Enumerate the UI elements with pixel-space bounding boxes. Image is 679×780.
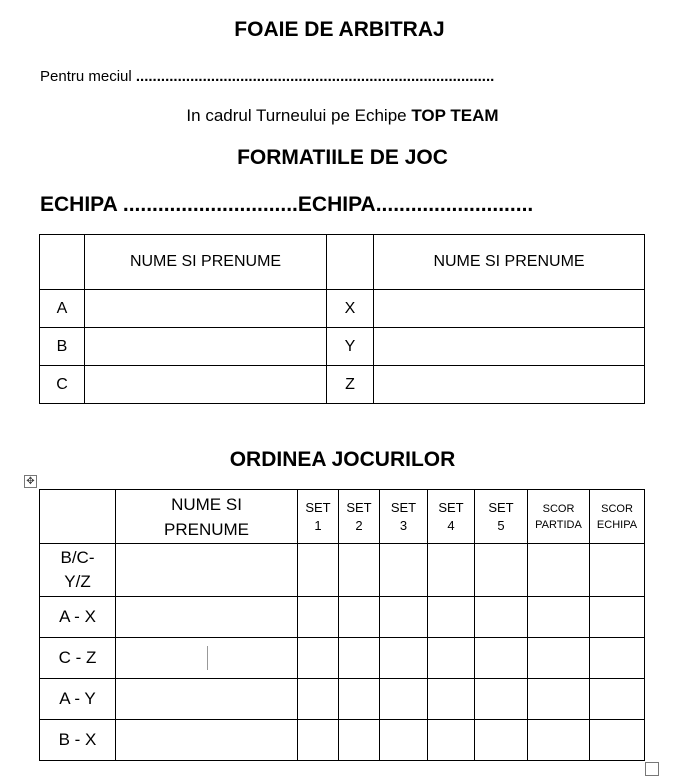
game-name-cell[interactable] <box>116 679 298 720</box>
set-5-cell[interactable] <box>475 544 528 597</box>
set-3-cell[interactable] <box>380 597 428 638</box>
header-set-3[interactable] <box>380 490 428 544</box>
set-1-cell[interactable] <box>298 720 339 761</box>
match-dots: ...................................................................................... <box>135 68 495 85</box>
formations-row <box>40 328 645 366</box>
scor-partida-cell[interactable] <box>528 544 590 597</box>
game-order-header-empty[interactable] <box>40 490 116 544</box>
team-2-dots: ........................... <box>375 193 534 216</box>
tournament-name: TOP TEAM <box>411 106 499 125</box>
scor-partida-cell[interactable] <box>528 720 590 761</box>
header-set-label: SET <box>305 499 331 515</box>
player-letter-left[interactable]: C <box>40 366 85 404</box>
scor-echipa-cell[interactable] <box>590 720 645 761</box>
header-set-label: SET <box>390 499 417 515</box>
game-pairing-cell[interactable]: B - X <box>40 720 116 761</box>
scor-partida-cell[interactable] <box>528 597 590 638</box>
game-name-cell[interactable] <box>116 720 298 761</box>
scor-echipa-cell[interactable] <box>590 638 645 679</box>
formations-header-empty-right[interactable] <box>327 235 374 290</box>
game-order-header-name[interactable] <box>116 490 298 544</box>
player-letter-right[interactable]: Z <box>327 366 374 404</box>
player-name-cell-left[interactable] <box>85 328 327 366</box>
set-5-cell[interactable] <box>475 679 528 720</box>
tournament-line <box>0 106 679 126</box>
header-name-line1: NUME SI <box>171 494 242 514</box>
set-2-cell[interactable] <box>339 638 380 679</box>
header-set-label: SET <box>488 499 514 515</box>
set-5-cell[interactable] <box>475 720 528 761</box>
game-order-row <box>40 679 645 720</box>
game-order-row <box>40 597 645 638</box>
set-1-cell[interactable] <box>298 638 339 679</box>
formations-header-row <box>40 235 645 290</box>
team-1-dots: .............................. <box>122 193 298 216</box>
set-3-cell[interactable] <box>380 544 428 597</box>
header-set-label: SET <box>438 499 464 515</box>
player-letter-right[interactable]: Y <box>327 328 374 366</box>
table-move-handle-icon[interactable]: ✥ <box>24 475 37 488</box>
header-set-number: 5 <box>497 517 505 533</box>
game-pairing-cell[interactable]: A - X <box>40 597 116 638</box>
set-1-cell[interactable] <box>298 679 339 720</box>
set-2-cell[interactable] <box>339 544 380 597</box>
formations-table <box>39 234 645 404</box>
header-scor-label: SCOR <box>601 502 633 515</box>
header-scor-label: SCOR <box>542 502 575 515</box>
player-letter-right[interactable]: X <box>327 290 374 328</box>
formations-title: FORMATIILE DE JOC <box>237 146 448 169</box>
tournament-prefix: In cadrul Turneului pe Echipe <box>186 106 407 125</box>
set-3-cell[interactable] <box>380 638 428 679</box>
player-name-cell-left[interactable] <box>85 366 327 404</box>
game-order-row <box>40 720 645 761</box>
formations-row <box>40 366 645 404</box>
set-2-cell[interactable] <box>339 679 380 720</box>
formations-row <box>40 290 645 328</box>
set-4-cell[interactable] <box>428 720 475 761</box>
set-2-cell[interactable] <box>339 720 380 761</box>
set-4-cell[interactable] <box>428 597 475 638</box>
game-order-row <box>40 638 645 679</box>
game-pairing-cell[interactable]: A - Y <box>40 679 116 720</box>
set-4-cell[interactable] <box>428 544 475 597</box>
set-1-cell[interactable] <box>298 544 339 597</box>
header-partida-label: PARTIDA <box>535 518 582 531</box>
set-3-cell[interactable] <box>380 679 428 720</box>
game-order-row <box>40 544 645 597</box>
game-order-title: ORDINEA JOCURILOR <box>229 448 456 471</box>
header-set-4[interactable] <box>428 490 475 544</box>
player-letter-left[interactable]: A <box>40 290 85 328</box>
text-cursor <box>207 646 208 670</box>
game-order-header-row <box>40 490 645 544</box>
game-pairing-cell[interactable]: C - Z <box>40 638 116 679</box>
header-set-5[interactable] <box>475 490 528 544</box>
scor-echipa-cell[interactable] <box>590 679 645 720</box>
header-echipa-label: ECHIPA <box>596 518 638 531</box>
player-name-cell-right[interactable] <box>374 328 645 366</box>
game-pairing-cell[interactable] <box>40 544 116 597</box>
player-name-cell-right[interactable] <box>374 366 645 404</box>
scor-echipa-cell[interactable] <box>590 544 645 597</box>
set-4-cell[interactable] <box>428 679 475 720</box>
scor-partida-cell[interactable] <box>528 638 590 679</box>
formations-header-name-left[interactable]: NUME SI PRENUME <box>85 235 327 290</box>
set-3-cell[interactable] <box>380 720 428 761</box>
header-set-number: 1 <box>314 517 322 533</box>
game-name-cell[interactable] <box>116 597 298 638</box>
header-scor-partida[interactable] <box>528 490 590 544</box>
table-resize-handle-icon[interactable] <box>645 762 659 776</box>
teams-line <box>40 193 533 217</box>
set-5-cell[interactable] <box>475 638 528 679</box>
header-name-line2: PRENUME <box>163 519 249 539</box>
header-set-1[interactable] <box>298 490 339 544</box>
header-scor-echipa[interactable] <box>590 490 645 544</box>
match-label: Pentru meciul <box>40 68 132 85</box>
player-name-cell-right[interactable] <box>374 290 645 328</box>
formations-header-empty-left[interactable] <box>40 235 85 290</box>
scor-echipa-cell[interactable] <box>590 597 645 638</box>
header-set-label: SET <box>346 499 372 515</box>
header-set-2[interactable] <box>339 490 380 544</box>
document-title: FOAIE DE ARBITRAJ <box>234 18 445 41</box>
pairing-line2: Y/Z <box>64 572 91 591</box>
player-letter-left[interactable]: B <box>40 328 85 366</box>
team-1-label: ECHIPA <box>40 193 118 216</box>
game-order-table <box>39 489 645 761</box>
set-5-cell[interactable] <box>475 597 528 638</box>
player-name-cell-left[interactable] <box>85 290 327 328</box>
set-1-cell[interactable] <box>298 597 339 638</box>
pairing-line1: B/C- <box>60 548 95 567</box>
match-line <box>40 68 494 85</box>
set-2-cell[interactable] <box>339 597 380 638</box>
game-name-cell[interactable] <box>116 544 298 597</box>
formations-header-name-right[interactable]: NUME SI PRENUME <box>374 235 645 290</box>
set-4-cell[interactable] <box>428 638 475 679</box>
header-set-number: 2 <box>355 517 363 533</box>
team-2-label: ECHIPA <box>297 193 376 216</box>
scor-partida-cell[interactable] <box>528 679 590 720</box>
header-set-number: 3 <box>399 517 408 533</box>
header-set-number: 4 <box>447 517 455 533</box>
